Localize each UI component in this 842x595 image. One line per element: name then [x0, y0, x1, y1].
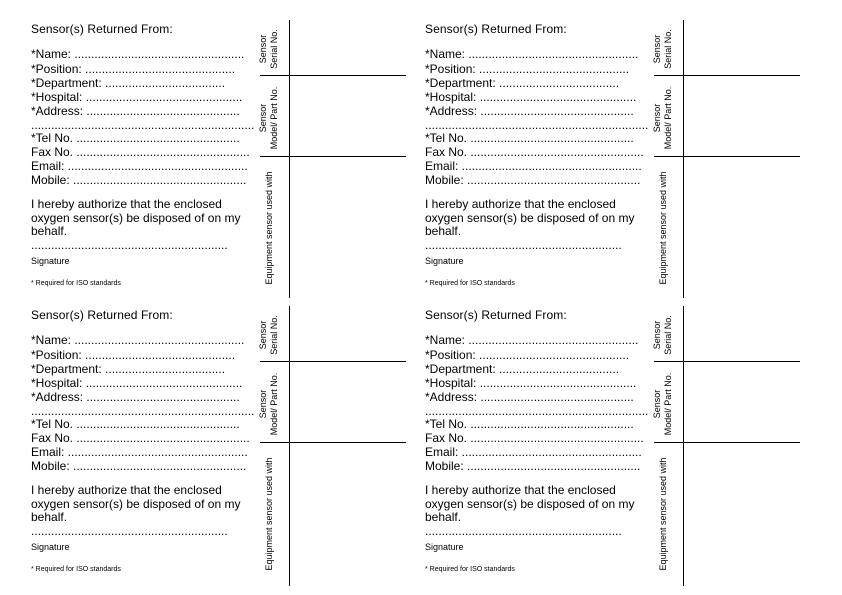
sensor-serial-label-line2: Serial No.	[663, 315, 673, 355]
sensor-model-label-line1: Sensor	[258, 103, 268, 133]
sensor-model-label-line2: Model/ Part No.	[269, 372, 279, 436]
sensor-serial-label-line1: Sensor	[258, 320, 268, 350]
model-row-divider-bottom-left	[260, 442, 406, 443]
sensor-model-label	[652, 81, 676, 155]
fax-field[interactable]: Fax No. ....................................................	[31, 145, 250, 159]
equipment-used-label	[264, 164, 276, 292]
position-field[interactable]: *Position: .............................................	[31, 348, 236, 362]
authorization-statement: I hereby authorize that the enclosed oxygen sensor(s) be disposed of on my behalf.	[425, 197, 635, 238]
authorization-statement: I hereby authorize that the enclosed oxygen sensor(s) be disposed of on my behalf.	[31, 483, 241, 524]
label-column-divider-top-right	[683, 20, 684, 298]
signature-label: Signature	[425, 542, 464, 552]
form-title: Sensor(s) Returned From:	[425, 22, 567, 36]
equipment-used-label	[658, 164, 670, 292]
email-field[interactable]: Email: ......................................................	[31, 159, 248, 173]
department-field[interactable]: *Department: ....................................	[425, 76, 620, 90]
sensor-model-label-line2: Model/ Part No.	[269, 86, 279, 150]
signature-line[interactable]: ...........................................................	[31, 238, 228, 252]
sensor-model-label-line2: Model/ Part No.	[663, 372, 673, 436]
sensor-serial-label	[258, 14, 282, 84]
department-field[interactable]: *Department: ....................................	[31, 362, 226, 376]
equipment-used-label-text: Equipment sensor used with	[264, 171, 274, 285]
required-note: * Required for ISO standards	[425, 280, 515, 287]
tel-field[interactable]: *Tel No. .................................................	[425, 131, 634, 145]
model-row-divider-bottom-right	[654, 442, 800, 443]
name-field[interactable]: *Name: ...................................................	[425, 333, 639, 347]
address-field-line2[interactable]: ...................................................................	[425, 404, 649, 418]
sensor-serial-label-line1: Sensor	[652, 34, 662, 64]
sensor-model-label	[258, 81, 282, 155]
form-title: Sensor(s) Returned From:	[425, 308, 567, 322]
mobile-field[interactable]: Mobile: ....................................................	[425, 459, 641, 473]
sensor-serial-label	[652, 300, 676, 370]
sensor-model-label-line1: Sensor	[652, 389, 662, 419]
address-field[interactable]: *Address: ..............................................	[425, 390, 634, 404]
sensor-model-label-line1: Sensor	[258, 389, 268, 419]
signature-label: Signature	[425, 256, 464, 266]
position-field[interactable]: *Position: .............................................	[425, 348, 630, 362]
address-field-line2[interactable]: ...................................................................	[31, 404, 255, 418]
equipment-used-label-text: Equipment sensor used with	[264, 457, 274, 571]
department-field[interactable]: *Department: ....................................	[31, 76, 226, 90]
tel-field[interactable]: *Tel No. .................................................	[31, 417, 240, 431]
signature-label: Signature	[31, 256, 70, 266]
address-field[interactable]: *Address: ..............................................	[31, 104, 240, 118]
sensor-serial-label-line2: Serial No.	[269, 315, 279, 355]
address-field[interactable]: *Address: ..............................................	[425, 104, 634, 118]
fax-field[interactable]: Fax No. ....................................................	[425, 145, 644, 159]
sensor-model-label-line2: Model/ Part No.	[663, 86, 673, 150]
model-row-divider-top-right	[654, 156, 800, 157]
hospital-field[interactable]: *Hospital: ...............................................	[31, 90, 243, 104]
email-field[interactable]: Email: ......................................................	[425, 445, 642, 459]
required-note: * Required for ISO standards	[31, 280, 121, 287]
hospital-field[interactable]: *Hospital: ...............................................	[31, 376, 243, 390]
form-title: Sensor(s) Returned From:	[31, 22, 173, 36]
name-field[interactable]: *Name: ...................................................	[425, 47, 639, 61]
mobile-field[interactable]: Mobile: ....................................................	[425, 173, 641, 187]
return-form-card-top-left	[0, 0, 380, 287]
return-form-card-bottom-right	[394, 286, 774, 573]
label-column-divider-top-left	[289, 20, 290, 298]
equipment-used-label-text: Equipment sensor used with	[658, 171, 668, 285]
position-field[interactable]: *Position: .............................................	[31, 62, 236, 76]
sensor-serial-label-line1: Sensor	[652, 320, 662, 350]
sensor-model-label	[652, 367, 676, 441]
address-field-line2[interactable]: ...................................................................	[425, 118, 649, 132]
signature-line[interactable]: ...........................................................	[31, 524, 228, 538]
required-note: * Required for ISO standards	[425, 566, 515, 573]
address-field-line2[interactable]: ...................................................................	[31, 118, 255, 132]
email-field[interactable]: Email: ......................................................	[31, 445, 248, 459]
email-field[interactable]: Email: ......................................................	[425, 159, 642, 173]
sensor-model-label-line1: Sensor	[652, 103, 662, 133]
equipment-used-label	[264, 450, 276, 578]
sensor-serial-label-line1: Sensor	[258, 34, 268, 64]
label-column-divider-bottom-right	[683, 306, 684, 586]
form-title: Sensor(s) Returned From:	[31, 308, 173, 322]
hospital-field[interactable]: *Hospital: ...............................................	[425, 376, 637, 390]
hospital-field[interactable]: *Hospital: ...............................................	[425, 90, 637, 104]
tel-field[interactable]: *Tel No. .................................................	[425, 417, 634, 431]
tel-field[interactable]: *Tel No. .................................................	[31, 131, 240, 145]
label-column-divider-bottom-left	[289, 306, 290, 586]
department-field[interactable]: *Department: ....................................	[425, 362, 620, 376]
equipment-used-label-text: Equipment sensor used with	[658, 457, 668, 571]
equipment-used-label	[658, 450, 670, 578]
position-field[interactable]: *Position: .............................................	[425, 62, 630, 76]
sensor-serial-label-line2: Serial No.	[269, 29, 279, 69]
name-field[interactable]: *Name: ...................................................	[31, 333, 245, 347]
sensor-serial-label-line2: Serial No.	[663, 29, 673, 69]
mobile-field[interactable]: Mobile: ....................................................	[31, 459, 247, 473]
sensor-model-label	[258, 367, 282, 441]
sensor-serial-label	[258, 300, 282, 370]
return-form-card-top-right	[394, 0, 774, 287]
address-field[interactable]: *Address: ..............................................	[31, 390, 240, 404]
name-field[interactable]: *Name: ...................................................	[31, 47, 245, 61]
sensor-serial-label	[652, 14, 676, 84]
fax-field[interactable]: Fax No. ....................................................	[425, 431, 644, 445]
signature-line[interactable]: ...........................................................	[425, 238, 622, 252]
required-note: * Required for ISO standards	[31, 566, 121, 573]
return-form-card-bottom-left	[0, 286, 380, 573]
signature-label: Signature	[31, 542, 70, 552]
signature-line[interactable]: ...........................................................	[425, 524, 622, 538]
fax-field[interactable]: Fax No. ....................................................	[31, 431, 250, 445]
mobile-field[interactable]: Mobile: ....................................................	[31, 173, 247, 187]
model-row-divider-top-left	[260, 156, 406, 157]
authorization-statement: I hereby authorize that the enclosed oxygen sensor(s) be disposed of on my behalf.	[31, 197, 241, 238]
authorization-statement: I hereby authorize that the enclosed oxygen sensor(s) be disposed of on my behalf.	[425, 483, 635, 524]
